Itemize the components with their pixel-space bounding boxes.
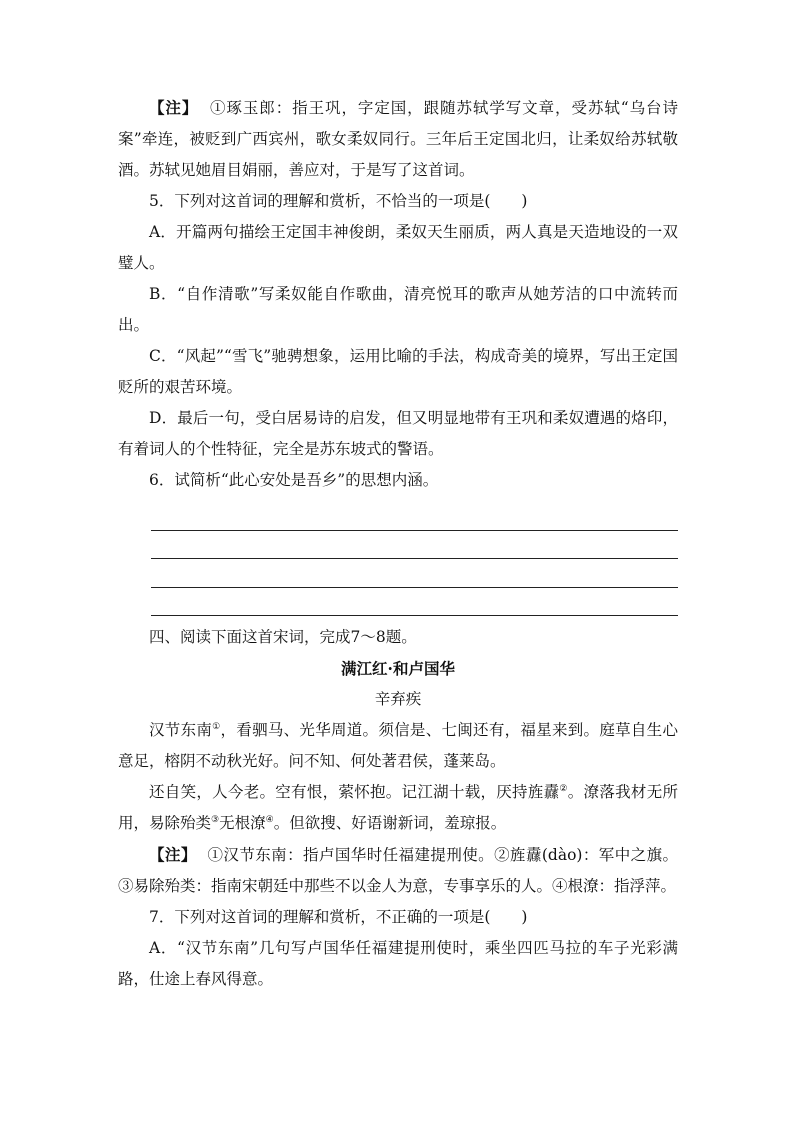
poem-stanza-1: 汉节东南①，看驷马、光华周道。须信是、七闽还有，福星来到。庭草自生心意足，榕阴不动秋光好。问不知、何处著君侯，蓬莱岛。: [118, 721, 678, 770]
question-5-option-b: B．“自作清歌”写柔奴能自作歌曲，清亮悦耳的歌声从她芳洁的口中流转而出。: [118, 285, 678, 334]
poem-author: 辛弃疾: [374, 690, 422, 708]
answer-line: [151, 502, 678, 531]
section-4-heading: 四、阅读下面这首宋词，完成7～8题。: [149, 628, 417, 646]
question-7-option-a: A．“汉节东南”几句写卢国华任福建提刑使时，乘坐四匹马拉的车子光彩满路，仕途上春风得意。: [118, 939, 678, 988]
question-5-stem: 5．下列对这首词的理解和赏析，不恰当的一项是( ): [149, 192, 528, 210]
note-1-text: ①琢玉郎：指王巩，字定国，跟随苏轼学写文章，受苏轼“乌台诗案”牵连，被贬到广西宾州，歌女柔奴同行。三年后王定国北归，让柔奴给苏轼敬酒。苏轼见她眉目娟丽，善应对，于是写了这首词。: [118, 99, 678, 179]
note-1: [118, 92, 678, 186]
poem-title: 满江红·和卢国华: [341, 659, 455, 678]
page-content: [118, 92, 678, 995]
poem-stanza-2: 还自笑，人今老。空有恨，萦怀抱。记江湖十载，厌持旌纛②。潦落我材无所用，易除殆类③无根潦④。但欲搜、好语谢新词，羞琼报。: [118, 783, 678, 832]
question-5-option-c: C．“风起”“雪飞”驰骋想象，运用比喻的手法，构成奇美的境界，写出王定国贬所的艰苦环境。: [118, 347, 678, 396]
answer-lines: [118, 496, 678, 622]
footnote-mark: ②: [559, 783, 568, 794]
answer-line: [151, 531, 678, 560]
footnote-mark: ①: [212, 721, 221, 732]
note-tag: 【注】: [149, 98, 199, 117]
answer-line: [151, 588, 678, 617]
note-tag: 【注】: [149, 845, 197, 864]
question-5-option-a: A．开篇两句描绘王定国丰神俊朗，柔奴天生丽质，两人真是天造地设的一双璧人。: [118, 223, 678, 272]
question-7-stem: 7．下列对这首词的理解和赏析，不正确的一项是( ): [149, 908, 528, 926]
question-6-stem: 6．试简析“此心安处是吾乡”的思想内涵。: [149, 471, 439, 489]
question-5-option-d: D．最后一句，受白居易诗的启发，但又明显地带有王巩和柔奴遭遇的烙印，有着词人的个性特征，完全是苏东坡式的警语。: [118, 409, 678, 458]
footnote-mark: ③: [211, 814, 220, 825]
note-2: [118, 839, 678, 902]
note-2-text: ①汉节东南：指卢国华时任福建提刑使。②旌纛(dào)：军中之旗。③易除殆类：指南宋朝廷中那些不以金人为意，专事享乐的人。④根潦：指浮萍。: [118, 846, 678, 895]
answer-line: [151, 559, 678, 588]
footnote-mark: ④: [265, 814, 274, 825]
